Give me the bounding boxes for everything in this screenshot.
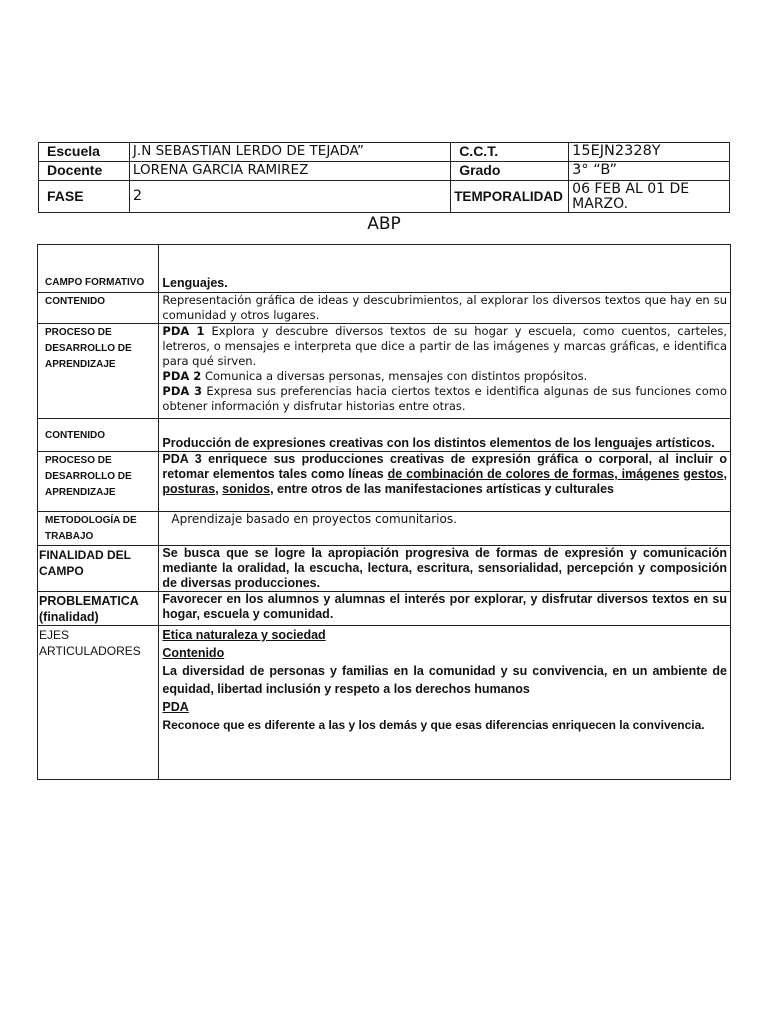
campo-value: Lenguajes.: [159, 245, 731, 293]
row-problematica: [38, 592, 731, 626]
row-metodologia: [38, 512, 731, 546]
fase-value: 2: [129, 181, 450, 213]
temporalidad-label: TEMPORALIDAD: [451, 181, 569, 213]
proceso-2-label: PROCESO DE DESARROLLO DE APRENDIZAJE: [38, 452, 159, 512]
row-ejes: [38, 626, 731, 780]
temporalidad-value: 06 FEB AL 01 DE MARZO.: [569, 181, 730, 213]
cct-value: 15EJN2328Y: [569, 143, 730, 162]
proceso-2-part1: PDA 3 enriquece sus producciones creativas de expresión gráfica o corporal, al incluir o retomar elementos tales como líneas: [162, 452, 727, 481]
grado-value: 3° “B”: [569, 162, 730, 181]
escuela-label: Escuela: [39, 143, 130, 162]
metodologia-label: METODOLOGÍA DE TRABAJO: [38, 512, 159, 546]
campo-label: CAMPO FORMATIVO: [38, 245, 159, 293]
proceso-2-space-2: ,: [215, 482, 223, 496]
proceso-2-underline-3: sonidos: [222, 482, 271, 496]
contenido-2-label: CONTENIDO: [38, 419, 159, 452]
header-table: [38, 142, 730, 213]
contenido-2-value: Producción de expresiones creativas con los distintos elementos de los lenguajes artísticos.: [159, 419, 731, 452]
pda-2-tag: PDA 2: [162, 369, 202, 383]
docente-label: Docente: [39, 162, 130, 181]
proceso-2-value: [159, 452, 731, 512]
ejes-contenido-text: La diversidad de personas y familias en la comunidad y su convivencia, en un ambiente de equidad, libertad inclusión y respeto a los derechos humanos: [162, 664, 727, 696]
metodologia-value: Aprendizaje basado en proyectos comunitarios.: [159, 512, 731, 546]
pda-3-tag: PDA 3: [162, 384, 202, 398]
finalidad-label: FINALIDAD DEL CAMPO: [38, 546, 159, 592]
row-contenido-2: [38, 419, 731, 452]
ejes-contenido-heading: Contenido: [162, 646, 225, 660]
proceso-2-underline-2: gestos, posturas: [162, 467, 727, 496]
planning-table: [37, 244, 731, 780]
contenido-1-label: CONTENIDO: [38, 293, 159, 324]
pda-1-text: Explora y descubre diversos textos de su hogar y escuela, como cuentos, carteles, letreros, o mensajes e interpreta que dice a partir de las imágenes y marcas gráficas, e identifica para qué sirven.: [162, 324, 727, 368]
grado-label: Grado: [451, 162, 569, 181]
pda-2-text: Comunica a diversas personas, mensajes con distintos propósitos.: [201, 369, 588, 383]
row-campo: [38, 245, 731, 293]
cct-label: C.C.T.: [451, 143, 569, 162]
ejes-value: [159, 626, 731, 780]
finalidad-value: Se busca que se logre la apropiación progresiva de formas de expresión y comunicación mediante la oralidad, la escucha, lectura, escritura, sensorialidad, percepción y composición de diversas producciones.: [159, 546, 731, 592]
fase-label: FASE: [39, 181, 130, 213]
proceso-2-part2: , entre otros de las manifestaciones artísticas y culturales: [270, 482, 614, 496]
proceso-1-value: [159, 324, 731, 419]
row-finalidad: [38, 546, 731, 592]
problematica-value: Favorecer en los alumnos y alumnas el interés por explorar, y disfrutar diversos textos en su hogar, escuela y comunidad.: [159, 592, 731, 626]
escuela-value: J.N SEBASTIAN LERDO DE TEJADA”: [129, 143, 450, 162]
ejes-pda-text: Reconoce que es diferente a las y los demás y que esas diferencias enriquecen la convivencia.: [162, 718, 705, 732]
row-proceso-2: [38, 452, 731, 512]
row-contenido-1: [38, 293, 731, 324]
docente-value: LORENA GARCIA RAMIREZ: [129, 162, 450, 181]
pda-3-text: Expresa sus preferencias hacia ciertos textos e identifica algunas de sus funciones como obtener información y disfrutar historias entre otras.: [162, 384, 727, 413]
ejes-title: Etica naturaleza y sociedad: [162, 628, 326, 642]
problematica-label: PROBLEMATICA (finalidad): [38, 592, 159, 626]
page-title: ABP: [367, 214, 401, 234]
ejes-label: EJES ARTICULADORES: [38, 626, 159, 780]
pda-1-tag: PDA 1: [162, 324, 205, 338]
ejes-pda-heading: PDA: [162, 700, 189, 714]
proceso-1-label: PROCESO DE DESARROLLO DE APRENDIZAJE: [38, 324, 159, 419]
contenido-1-value: Representación gráfica de ideas y descubrimientos, al explorar los diversos textos que hay en su comunidad y otros lugares.: [159, 293, 731, 324]
row-proceso-1: [38, 324, 731, 419]
proceso-2-underline-1: de combinación de colores de formas, imágenes: [387, 467, 680, 481]
